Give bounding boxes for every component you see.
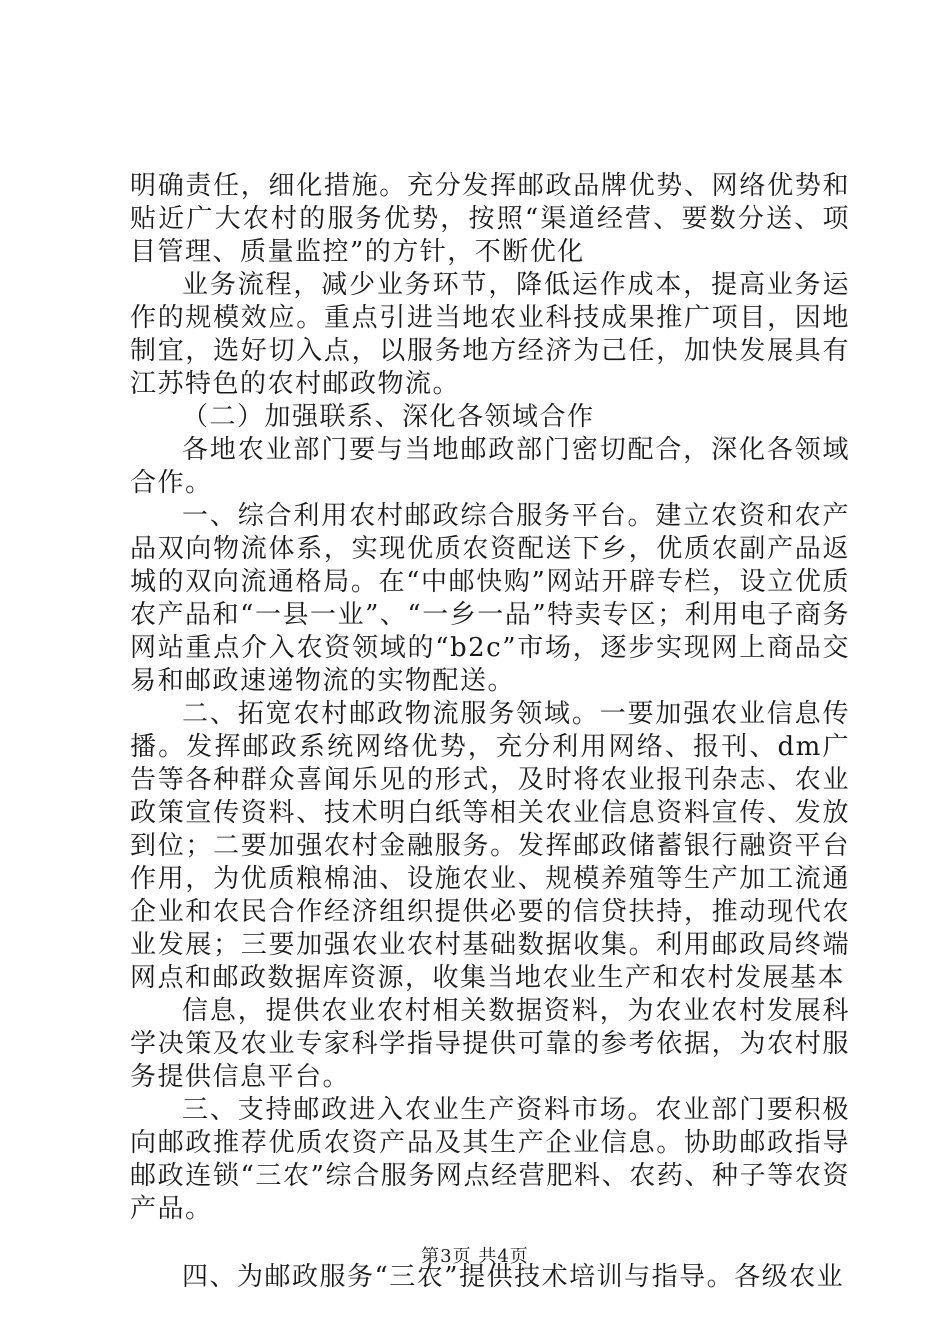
paragraph-item-two-continued: 信息，提供农业农村相关数据资料，为农业农村发展科学决策及农业专家科学指导提供可靠的参考依据，为农村服务提供信息平台。 — [130, 996, 850, 1092]
paragraph-item-one: 一、综合利用农村邮政综合服务平台。建立农资和农产品双向物流体系，实现优质农资配送下乡，优质农副产品返城的双向流通格局。在“中邮快购”网站开辟专栏，设立优质农产品和“一县一业”、“一乡一品”特卖专区；利用电子商务网站重点介入农资领域的“b2c”市场，逐步实现网上商品交易和邮政速递物流的实物配送。 — [130, 501, 850, 696]
paragraph-item-four: 四、为邮政服务“三农”提供技术培训与指导。各级农业 — [182, 1262, 845, 1292]
paragraph-item-three: 三、支持邮政进入农业生产资料市场。农业部门要积极向邮政推荐优质农资产品及其生产企业信息。协助邮政指导邮政连锁“三农”综合服务网点经营肥料、农药、种子等农资产品。 — [130, 1095, 850, 1224]
section-heading-cooperation: （二）加强联系、深化各领域合作 — [182, 402, 595, 432]
paragraph-business-process: 业务流程，减少业务环节，降低运作成本，提高业务运作的规模效应。重点引进当地农业科技成果推广项目，因地制宜，选好切入点，以服务地方经济为己任，加快发展具有江苏特色的农村邮政物流。 — [130, 270, 850, 399]
paragraph-cooperation: 各地农业部门要与当地邮政部门密切配合，深化各领域合作。 — [130, 435, 850, 498]
paragraph-intro: 明确责任，细化措施。充分发挥邮政品牌优势、网络优势和贴近广大农村的服务优势，按照“渠道经营、要数分送、项目管理、质量监控”的方针，不断优化 — [130, 171, 850, 267]
page-footer: 第3页 共4页 — [421, 1246, 529, 1267]
paragraph-item-two: 二、拓宽农村邮政物流服务领域。一要加强农业信息传播。发挥邮政系统网络优势，充分利用网络、报刊、dm广告等各种群众喜闻乐见的形式，及时将农业报刊杂志、农业政策宣传资料、技术明白纸等相关农业信息资料宣传、发放到位；二要加强农村金融服务。发挥邮政储蓄银行融资平台作用，为优质粮棉油、设施农业、规模养殖等生产加工流通企业和农民合作经济组织提供必要的信贷扶持，推动现代农业发展；三要加强农业农村基础数据收集。利用邮政局终端网点和邮政数据库资源，收集当地农业生产和农村发展基本 — [130, 699, 850, 993]
document-body — [130, 170, 850, 1294]
